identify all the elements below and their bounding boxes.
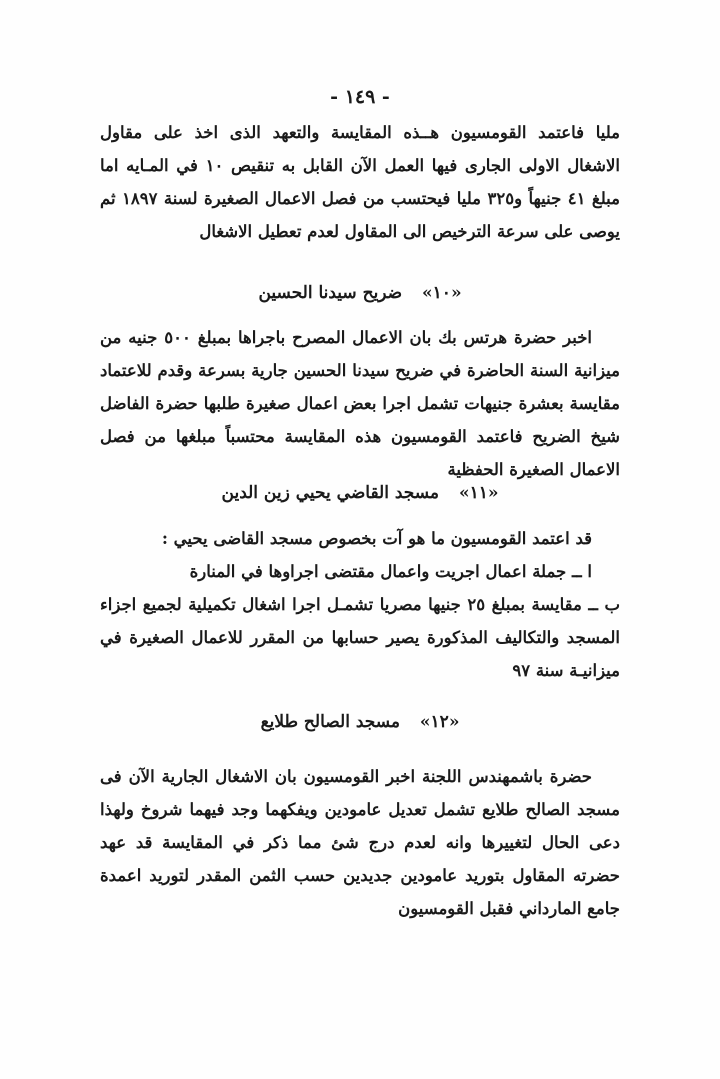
section-10-number: «١٠» (422, 283, 462, 303)
section-10-body (100, 321, 620, 486)
section-10-text: اخبر حضرة هرتس بك بان الاعمال المصرح باجراها بمبلغ ٥٠٠ جنيه من ميزانية السنة الحاضرة في ضريح سيدنا الحسين جارية بسرعة وقدم للاعتماد مقايسة بعشرة جنيهات تشمل اجرا بعض اعمال صغيرة طلبها حضرة الفاضل شيخ الضريح فاعتمد القومسيون هذه المقايسة محتسباً مبلغها من فصل الاعمال الصغيرة الحفظية (100, 328, 620, 479)
section-11-number: «١١» (458, 483, 499, 503)
section-11-item-b: ب ــ مقايسة بمبلغ ٢٥ جنيها مصريا تشمـل اجرا اشغال تكميلية لجميع اجزاء المسجد والتكاليف المذكورة يصير حسابها من المقرر للاعمال الصغيرة في ميزانيـة سنة ٩٧ (100, 595, 621, 680)
section-11-body (100, 522, 620, 687)
page-number: - ١٤٩ - (330, 86, 390, 108)
section-12-title: مسجد الصالح طلايع (260, 712, 400, 732)
section-11-heading (100, 483, 620, 503)
intro-text: مليا فاعتمد القومسيون هــذه المقايسة والتعهد الذى اخذ على مقاول الاشغال الاولى الجارى فيها العمل الآن القابل به تنقيص ١٠ في المـايه اما مبلغ ٤١ جنيهاً و٣٢٥ مليا فيحتسب من فصل الاعمال الصغيرة لسنة ١٨٩٧ ثم يوصى على سرعة الترخيص الى المقاول لعدم تعطيل الاشغال (100, 123, 620, 241)
section-12-body (100, 760, 620, 925)
section-10-heading (100, 283, 620, 303)
section-11-intro: قد اعتمد القومسيون ما هو آت بخصوص مسجد القاضى يحيي : (161, 529, 592, 548)
section-12-heading (100, 712, 620, 732)
section-10-title: ضريح سيدنا الحسين (258, 283, 403, 303)
section-11-title: مسجد القاضي يحيي زين الدين (221, 483, 440, 503)
section-11-item-a: ا ــ جملة اعمال اجريت واعمال مقتضى اجراوها في المنارة (189, 562, 592, 581)
section-12-text: حضرة باشمهندس اللجنة اخبر القومسيون بان الاشغال الجارية الآن فى مسجد الصالح طلايع تشمل تعديل عامودين ويفكهما وجد فيهما شروخ ولهذا دعى الحال لتغييرها وانه لعدم درج شئ مما ذكر في المقايسة قد عهد حضرته المقاول بتوريد عامودين جديدين حسب الثمن المقدر لتوريد اعمدة جامع المارداني فقبل القومسيون (100, 767, 620, 918)
section-12-number: «١٢» (419, 712, 460, 732)
intro-paragraph (100, 116, 620, 248)
